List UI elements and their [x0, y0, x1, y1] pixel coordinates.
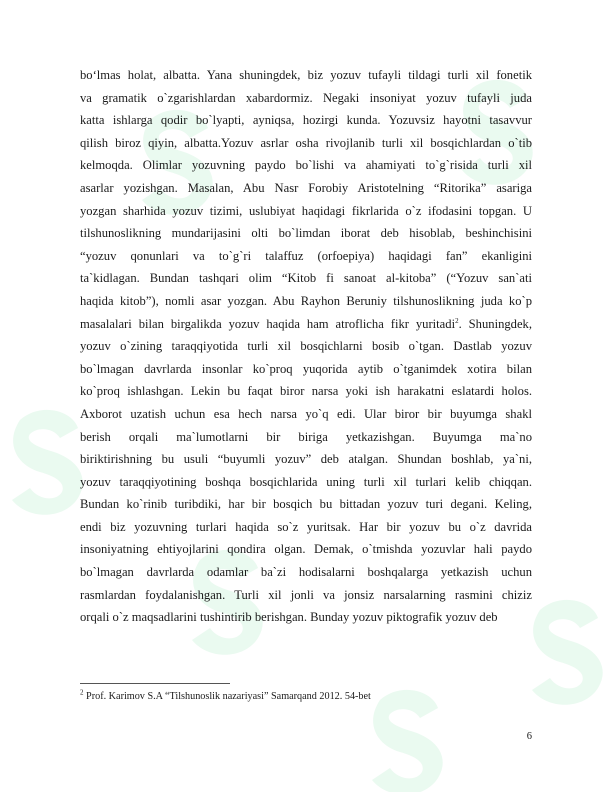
- text-line-content: bo‘lmas holat, albatta. Yana shuningdek, biz yozuv tufayli tildagi turli xil fonetik: [80, 68, 532, 82]
- text-line-content: bo`lmagan davrlarda insonlar ko`proq yuqorida aytib o`tganimdek xotira bilan: [80, 361, 532, 376]
- text-line-content: masalalari bilan birgalikda yozuv haqida ham atroflicha fikr yuritadi: [80, 316, 456, 331]
- text-line: [80, 426, 532, 449]
- text-line-content: endi biz yozuvning turlari haqida so`z yuritsak. Har bir yozuv bu o`z davrida: [80, 519, 532, 534]
- text-line-content: katta ishlarga qodir bo`lyapti, ayniqsa, hozirgi kunda. Yozuvsiz hayotni tasavvur: [80, 113, 532, 128]
- text-line-content: rasmlardan foydalanishgan. Turli xil jonli va jonsiz narsalarning rasmini chiziz: [80, 587, 532, 602]
- footnote-marker: 2: [80, 688, 84, 697]
- footnote-divider: [80, 683, 230, 684]
- text-line: [80, 561, 532, 584]
- text-line: [80, 448, 532, 471]
- text-line: [80, 584, 532, 607]
- text-line: [80, 493, 532, 516]
- text-line-content: Bundan ko`rinib turibdiki, har bir bosqich bu bittadan yozuv turi degani. Keling,: [80, 497, 532, 512]
- text-line: [80, 358, 532, 381]
- footnote-reference[interactable]: 2: [455, 316, 459, 325]
- text-line-content: asarlar yozishgan. Masalan, Abu Nasr Forobiy Aristotelning “Ritorika” asariga: [80, 180, 532, 195]
- text-line: [80, 267, 532, 290]
- body-paragraph: [80, 64, 532, 629]
- text-line-content: yozuv o`zining taraqqiyotida turli xil bosqichlarni bosib o`tgan. Dastlab yozuv: [80, 339, 532, 354]
- text-line-content: yozgan sharhida yozuv tizimi, uslubiyat haqidagi fikrlarida o`z ifodasini topgan. U: [80, 203, 532, 218]
- text-line: [80, 87, 532, 110]
- footnote: [80, 690, 532, 704]
- text-line-content: haqida kitob”), nomli asar yozgan. Abu Rayhon Beruniy tilshunoslikning juda ko`p: [80, 293, 532, 308]
- text-line: [80, 538, 532, 561]
- text-line: [80, 109, 532, 132]
- text-line-content: berish orqali ma`lumotlarni bir biriga yetkazishgan. Buyumga ma`no: [80, 429, 532, 444]
- text-line-content: Axborot uzatish uchun esa hech narsa yo`q edi. Ular biror bir buyumga shakl: [80, 406, 532, 421]
- text-line-content: va gramatik o`zgarishlardan xabardormiz. Negaki insoniyat yozuv tufayli juda: [80, 90, 532, 105]
- text-line-content: kelmoqda. Olimlar yozuvning paydo bo`lishi va ahamiyati to`g`risida turli xil: [80, 158, 532, 173]
- text-line: [80, 290, 532, 313]
- text-line: [80, 335, 532, 358]
- text-line-content: insoniyatning ehtiyojlarini qondira olgan. Demak, o`tmishda yozuvlar hali paydo: [80, 542, 532, 557]
- text-line: [80, 245, 532, 268]
- text-line-content: “yozuv qonunlari va to`g`ri talaffuz (orfoepiya) haqidagi fan” ekanligini: [80, 248, 532, 263]
- page-number: 6: [526, 731, 532, 742]
- text-line-content: orqali o`z maqsadlarini tushintirib berishgan. Bunday yozuv piktografik yozuv deb: [80, 610, 498, 625]
- text-line: [80, 606, 532, 629]
- text-line-content: biriktirishning bu usuli “buyumli yozuv” deb atalgan. Shundan boshlab, ya`ni,: [80, 452, 532, 467]
- text-line-content: bo`lmagan davrlarda odamlar ba`zi hodisalarni boshqalarga yetkazish uchun: [80, 565, 532, 580]
- text-line-content: tilshunoslikning mundarijasini olti bo`limdan iborat deb hisoblab, beshinchisini: [80, 226, 532, 241]
- text-line-content: ta`kidlagan. Bundan tashqari olim “Kitob fi sanoat al-kitoba” (“Yozuv san`ati: [80, 271, 532, 286]
- text-line: [80, 154, 532, 177]
- text-line: [80, 471, 532, 494]
- text-line: [80, 403, 532, 426]
- text-line: [80, 132, 532, 155]
- text-line-suffix: . Shuningdek,: [458, 316, 532, 331]
- text-line-content: ko`proq ishlashgan. Lekin bu faqat biror narsa yoki ish harakatni eslatardi holos.: [80, 384, 532, 399]
- text-line: [80, 516, 532, 539]
- text-line: [80, 380, 532, 403]
- text-line: [80, 200, 532, 223]
- text-line-content: yozuv taraqqiyotining boshqa bosqichlarida uning turli xil turlari kelib chiqqan.: [80, 474, 532, 489]
- text-line: [80, 222, 532, 245]
- text-line: [80, 313, 532, 336]
- text-line: [80, 177, 532, 200]
- footnote-text: Prof. Karimov S.A “Tilshunoslik nazariyasi” Samarqand 2012. 54-bet: [83, 691, 371, 702]
- text-line: [80, 64, 532, 87]
- text-line-content: qilish biroz qiyin, albatta.Yozuv asrlar osha rivojlanib turli xil bosqichlardan o`tib: [80, 135, 532, 150]
